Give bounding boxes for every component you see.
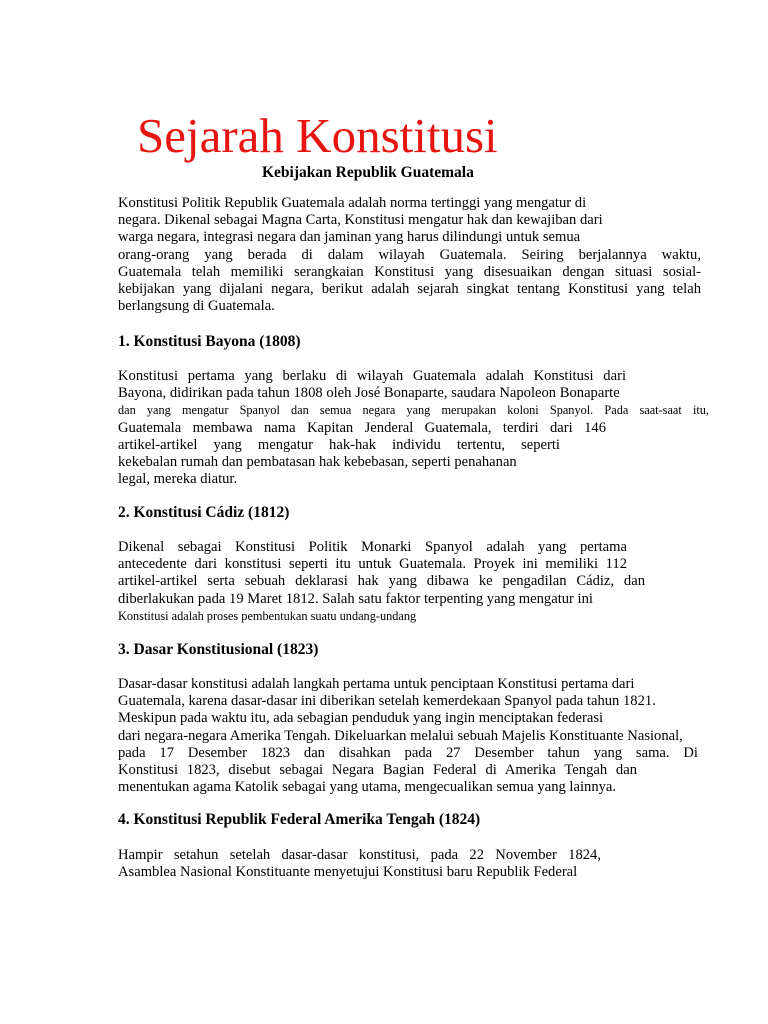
paragraph-line: warga negara, integrasi negara dan jaminan yang harus dilindungi untuk semua	[118, 229, 581, 246]
section-heading: 3. Dasar Konstitusional (1823)	[118, 641, 319, 658]
paragraph-line: diberlakukan pada 19 Maret 1812. Salah satu faktor terpenting yang mengatur ini	[118, 590, 593, 607]
paragraph-line: Guatemala, karena dasar-dasar ini diberikan setelah kemerdekaan Spanyol pada tahun 1821.	[118, 693, 656, 710]
paragraph-line: menentukan agama Katolik sebagai yang utama, mengecualikan semua yang lainnya.	[118, 779, 617, 796]
paragraph-line: artikel-artikel yang mengatur hak-hak individu tertentu, seperti	[118, 436, 560, 453]
paragraph-line: negara. Dikenal sebagai Magna Carta, Konstitusi mengatur hak dan kewajiban dari	[118, 212, 603, 229]
paragraph-line: Guatemala membawa nama Kapitan Jenderal Guatemala, terdiri dari 146	[118, 419, 606, 436]
paragraph-line: Dasar-dasar konstitusi adalah langkah pertama untuk penciptaan Konstitusi pertama dari	[118, 676, 635, 692]
section-heading: 2. Konstitusi Cádiz (1812)	[118, 504, 290, 521]
paragraph-line: kekebalan rumah dan pembatasan hak kebebasan, seperti penahanan	[118, 453, 517, 470]
section-paragraph	[118, 539, 645, 625]
intro-paragraph	[118, 195, 701, 315]
paragraph-line: Dikenal sebagai Konstitusi Politik Monarki Spanyol adalah yang pertama	[118, 539, 627, 555]
paragraph-line: Guatemala telah memiliki serangkaian Konstitusi yang disesuaikan dengan situasi sosial-	[118, 263, 701, 280]
paragraph-line: Konstitusi 1823, disebut sebagai Negara Bagian Federal di Amerika Tengah dan	[118, 761, 637, 778]
section-paragraph	[118, 847, 615, 881]
paragraph-line: dan yang mengatur Spanyol dan semua negara yang merupakan koloni Spanyol. Pada saat-saat itu,	[118, 403, 709, 418]
document-title: Sejarah Konstitusi	[137, 108, 498, 163]
paragraph-line: Konstitusi adalah proses pembentukan suatu undang-undang	[118, 608, 417, 623]
paragraph-line: pada 17 Desember 1823 dan disahkan pada 27 Desember tahun yang sama. Di	[118, 744, 698, 761]
paragraph-line: kebijakan yang dijalani negara, berikut adalah sejarah singkat tentang Konstitusi yang telah	[118, 280, 701, 297]
paragraph-line: artikel-artikel serta sebuah deklarasi hak yang dibawa ke pengadilan Cádiz, dan	[118, 573, 645, 590]
paragraph-line: Bayona, didirikan pada tahun 1808 oleh José Bonaparte, saudara Napoleon Bonaparte	[118, 385, 620, 402]
paragraph-line: legal, mereka diatur.	[118, 471, 238, 488]
paragraph-line: dari negara-negara Amerika Tengah. Dikeluarkan melalui sebuah Majelis Konstituante Nasional,	[118, 727, 683, 744]
paragraph-line: Asamblea Nasional Konstituante menyetujui Konstitusi baru Republik Federal	[118, 864, 578, 881]
paragraph-line: Hampir setahun setelah dasar-dasar konstitusi, pada 22 November 1824,	[118, 847, 601, 863]
paragraph-line: Konstitusi Politik Republik Guatemala adalah norma tertinggi yang mengatur di	[118, 195, 587, 211]
section-heading: 1. Konstitusi Bayona (1808)	[118, 333, 301, 350]
section-paragraph	[118, 676, 698, 796]
section-paragraph	[118, 368, 709, 488]
section-heading: 4. Konstitusi Republik Federal Amerika Tengah (1824)	[118, 811, 481, 828]
paragraph-line: orang-orang yang berada di dalam wilayah Guatemala. Seiring berjalannya waktu,	[118, 246, 701, 263]
paragraph-line: Konstitusi pertama yang berlaku di wilayah Guatemala adalah Konstitusi dari	[118, 368, 626, 384]
paragraph-line: berlangsung di Guatemala.	[118, 298, 275, 315]
document-subtitle: Kebijakan Republik Guatemala	[262, 164, 474, 181]
paragraph-line: antecedente dari konstitusi seperti itu untuk Guatemala. Proyek ini memiliki 112	[118, 556, 627, 573]
paragraph-line: Meskipun pada waktu itu, ada sebagian penduduk yang ingin menciptakan federasi	[118, 710, 604, 727]
